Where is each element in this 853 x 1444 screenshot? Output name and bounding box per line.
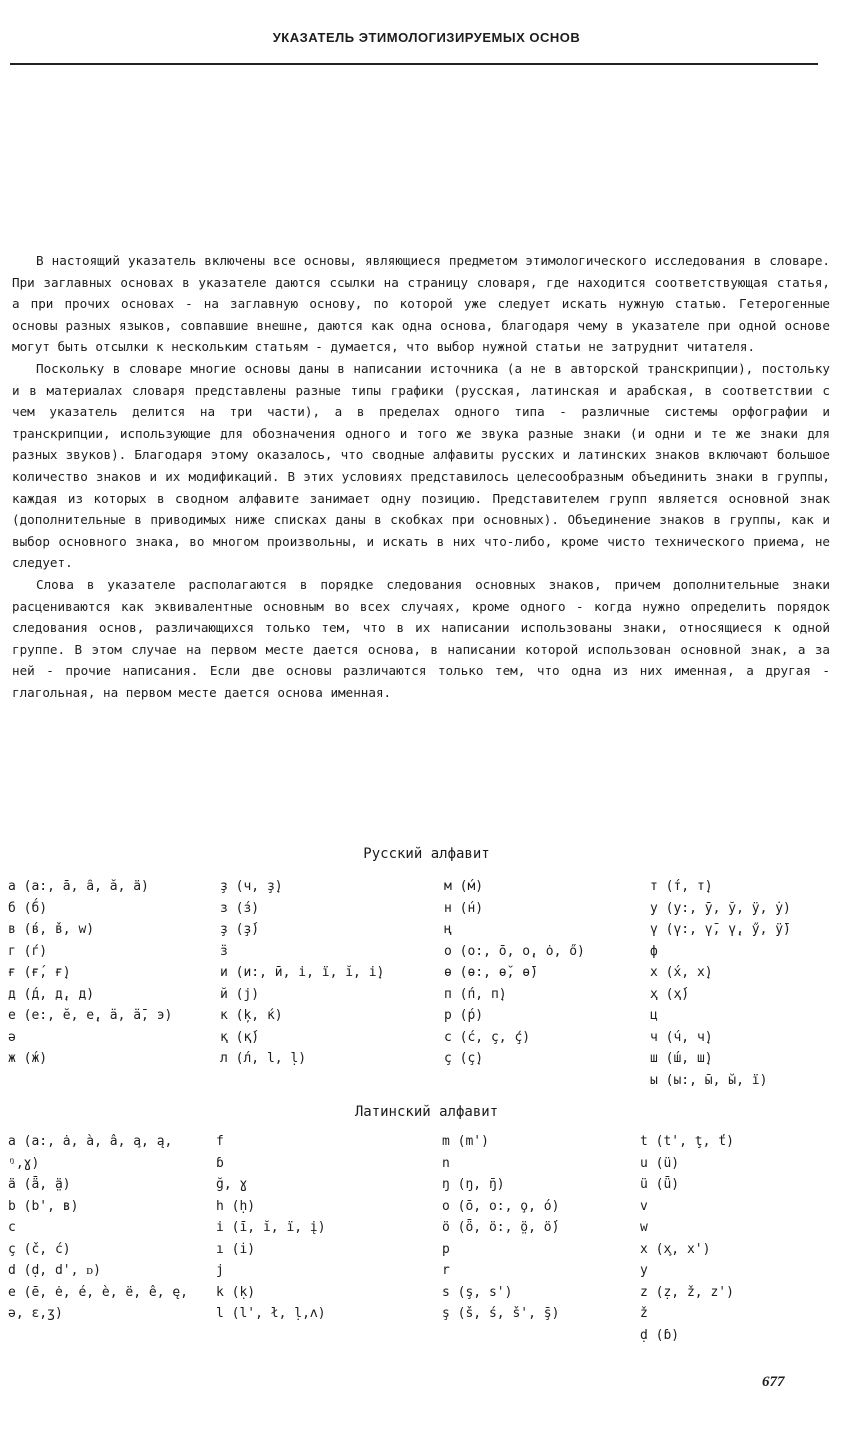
header-rule [10, 63, 818, 65]
russian-alphabet-entry: л (л́, l, ḷ) [220, 1051, 307, 1066]
running-header: УКАЗАТЕЛЬ ЭТИМОЛОГИЗИРУЕМЫХ ОСНОВ [272, 30, 581, 45]
latin-alphabet-entry: z (ẓ, ž, z') [640, 1284, 734, 1300]
russian-alphabet-column [444, 876, 644, 1070]
latin-alphabet-entry: p [442, 1241, 450, 1257]
russian-alphabet-column [650, 876, 838, 1091]
russian-alphabet-entry: з (з́) [220, 900, 260, 916]
russian-alphabet-entry: ӟ [220, 943, 228, 959]
russian-alphabet-entry: ә [8, 1029, 16, 1045]
latin-alphabet-entry: ḍ (ɓ) [640, 1327, 680, 1343]
russian-alphabet-entry: р (р́) [444, 1008, 484, 1023]
latin-alphabet-entry: a (a:, ȧ, à, â, a̧, ą, ᵑ,ɣ) [8, 1134, 181, 1171]
russian-alphabet-entry: к (ķ, ќ) [220, 1008, 283, 1023]
russian-alphabet-entry: ғ (ғ́, ғ̣) [8, 965, 71, 980]
russian-alphabet-column [220, 876, 440, 1070]
latin-alphabet-entry: r [442, 1263, 450, 1278]
russian-alphabet-entry: е (е:, ĕ, е̣, ӓ, ӓ̄, э) [8, 1008, 173, 1023]
russian-alphabet-entry: ф [650, 943, 658, 959]
russian-alphabet-entry: ы (ы:, ы̄, ы̆, ї) [650, 1072, 768, 1088]
russian-alphabet-entry: ч (ч́, ч̣) [650, 1029, 713, 1045]
latin-alphabet-entry: ü (ǖ) [640, 1177, 680, 1192]
russian-alphabet-entry: ү (ү:, ү̄, ү̣, ӳ, ӱ̄) [650, 922, 791, 937]
russian-alphabet-entry: ç (ç̣) [444, 1051, 484, 1066]
latin-alphabet-entry: ɓ [216, 1155, 224, 1171]
latin-alphabet-entry: w [640, 1220, 648, 1235]
russian-alphabet-entry: х (х́, х̣) [650, 965, 713, 980]
latin-alphabet-entry: ö (ȫ, ö:, ö̤, ö́) [442, 1220, 560, 1235]
latin-alphabet-column [216, 1131, 436, 1325]
russian-alphabet-entry: й (ј) [220, 986, 260, 1002]
latin-alphabet-entry: h (ḥ) [216, 1198, 256, 1214]
russian-alphabet-entry: ҙ (ҙ́) [220, 922, 260, 937]
russian-alphabet-entry: ҙ (ч, ҙ̣) [220, 879, 283, 894]
russian-alphabet-entry: и (и:, ӣ, і, ї, ĭ, і̣) [220, 965, 385, 980]
russian-alphabet-entry: м (м́) [444, 879, 484, 894]
russian-alphabet-column [8, 876, 218, 1070]
russian-alphabet-title: Русский алфавит [363, 846, 490, 862]
russian-alphabet-entry: ҳ (ҳ́) [650, 986, 690, 1002]
russian-alphabet-entry: г (ѓ) [8, 943, 48, 959]
latin-alphabet-column [8, 1131, 208, 1325]
latin-alphabet-entry: ç (č, ć) [8, 1241, 71, 1257]
latin-alphabet-entry: ŋ (ŋ, ŋ̄) [442, 1177, 505, 1192]
latin-alphabet-entry: c [8, 1220, 16, 1235]
latin-alphabet-entry: n [442, 1155, 450, 1171]
latin-alphabet-entry: m (m') [442, 1134, 489, 1149]
page-number: 677 [762, 1374, 785, 1390]
latin-alphabet-entry: s (ş, s') [442, 1284, 513, 1300]
latin-alphabet-entry: f [216, 1134, 224, 1149]
latin-alphabet-entry: ä (ǟ, ä̤) [8, 1177, 71, 1192]
latin-alphabet-entry: u (ü) [640, 1155, 680, 1171]
russian-alphabet-entry: т (т́, т̣) [650, 879, 713, 894]
russian-alphabet-entry: о (о:, ō, о̣, ȯ, ő) [444, 943, 585, 959]
latin-alphabet-column [442, 1131, 642, 1325]
latin-alphabet-entry: j [216, 1263, 224, 1278]
latin-alphabet-entry: i (ī, ĭ, ï, į) [216, 1220, 326, 1235]
russian-alphabet-entry: с (с́, ç, ḉ) [444, 1029, 531, 1045]
latin-alphabet-entry: b (b', ʙ) [8, 1198, 79, 1214]
latin-alphabet-column [640, 1131, 838, 1346]
intro-paragraph: Слова в указателе располагаются в порядке следования основных знаков, причем дополнительные знаки расцениваются как эквивалентные основным во всех случаях, кроме одного - когда нужно определить порядок следования основ, различающихся только тем, что в их написании использованы знаки, относящиеся к одной группе. В этом случае на первом месте дается основа, в написании которой использован основной знак, а за ней - прочие написания. Если две основы различаются только тем, что одна из них именная, а другая - глагольная, на первом месте дается основа именная. [12, 576, 830, 700]
russian-alphabet-entry: қ (қ́) [220, 1029, 260, 1045]
russian-alphabet-entry: н (н́) [444, 900, 484, 916]
russian-alphabet-entry: д (д́, д̣, д) [8, 986, 95, 1002]
russian-alphabet-entry: ц [650, 1008, 658, 1023]
russian-alphabet-entry: ш (ш́, ш̣) [650, 1051, 713, 1066]
latin-alphabet-entry: ı (ı̇) [216, 1241, 256, 1257]
latin-alphabet-title: Латинский алфавит [354, 1104, 499, 1120]
latin-alphabet-entry: l (l', ł, ḷ,ʌ) [216, 1306, 326, 1321]
latin-alphabet-entry: y [640, 1263, 648, 1278]
latin-alphabet-entry: d (ḍ, d', ᴅ) [8, 1263, 101, 1278]
intro-paragraph: В настоящий указатель включены все основы, являющиеся предметом этимологического исследования в словаре. При заглавных основах в указателе даются ссылки на страницу словаря, где находится соответствующая статья, а при прочих основах - на заглавную основу, по которой уже следует искать нужную статью. Гетерогенные основы разных языков, совпавшие внешне, даются как одна основа, благодаря чему в указателе при одной основе могут быть отсылки к нескольким статьям - думается, что выбор нужной статьи не затруднит читателя. [12, 253, 830, 355]
latin-alphabet-entry: ş (š, ś, š', ş̄) [442, 1306, 560, 1321]
russian-alphabet-table [8, 876, 838, 1101]
russian-alphabet-entry: в (в́, в̌, w) [8, 922, 95, 937]
latin-alphabet-entry: t (t', ţ, ť) [640, 1134, 734, 1149]
latin-alphabet-entry: v [640, 1198, 648, 1214]
latin-alphabet-table [8, 1131, 838, 1359]
russian-alphabet-entry: ң [444, 922, 452, 937]
russian-alphabet-entry: ө (ө:, ө̆, ө̄) [444, 965, 538, 980]
russian-alphabet-entry: у (у:, ӯ, ў, ӱ, у̇) [650, 900, 791, 916]
russian-alphabet-entry: ж (ж́) [8, 1051, 48, 1066]
latin-alphabet-entry: ž [640, 1306, 648, 1321]
latin-alphabet-entry: x (x̧, x') [640, 1241, 711, 1257]
latin-alphabet-entry: e (ē, ė, é, è, ë, ê, ę, ə, ɛ,ʒ) [8, 1284, 196, 1321]
latin-alphabet-entry: ğ, ɣ [216, 1177, 248, 1192]
intro-text [12, 250, 830, 703]
latin-alphabet-entry: o (ō, o:, o̧, ó) [442, 1198, 560, 1214]
russian-alphabet-entry: б (б́) [8, 900, 48, 916]
intro-paragraph: Поскольку в словаре многие основы даны в написании источника (а не в авторской транскрипции), постольку и в материалах словаря представлены разные типы графики (русская, латинская и арабская, в соответствии с чем указатель делится на три части), а в пределах одного типа - различные системы орфографии и транскрипции, использующие для обозначения одного и того же звука разные знаки (и одни и те же знаки для разных звуков). Благодаря этому оказалось, что сводные алфавиты русских и латинских знаков включают большое количество знаков и их модификаций. В этих условиях представилось целесообразным объединить знаки в группы, каждая из которых в сводном алфавите занимает одну позицию. Представителем групп является основной знак (дополнительные в приводимых ниже списках даны в скобках при основных). Объединение знаков в группы, как и выбор основного знака, во многом произвольны, и искать в них что-либо, кроме чисто технического приема, не следует. [12, 360, 830, 571]
latin-alphabet-entry: k (ḳ) [216, 1284, 256, 1300]
russian-alphabet-entry: а (а:, ā, а̑, ă, ä) [8, 879, 149, 894]
russian-alphabet-entry: п (п́, п̣) [444, 986, 507, 1002]
